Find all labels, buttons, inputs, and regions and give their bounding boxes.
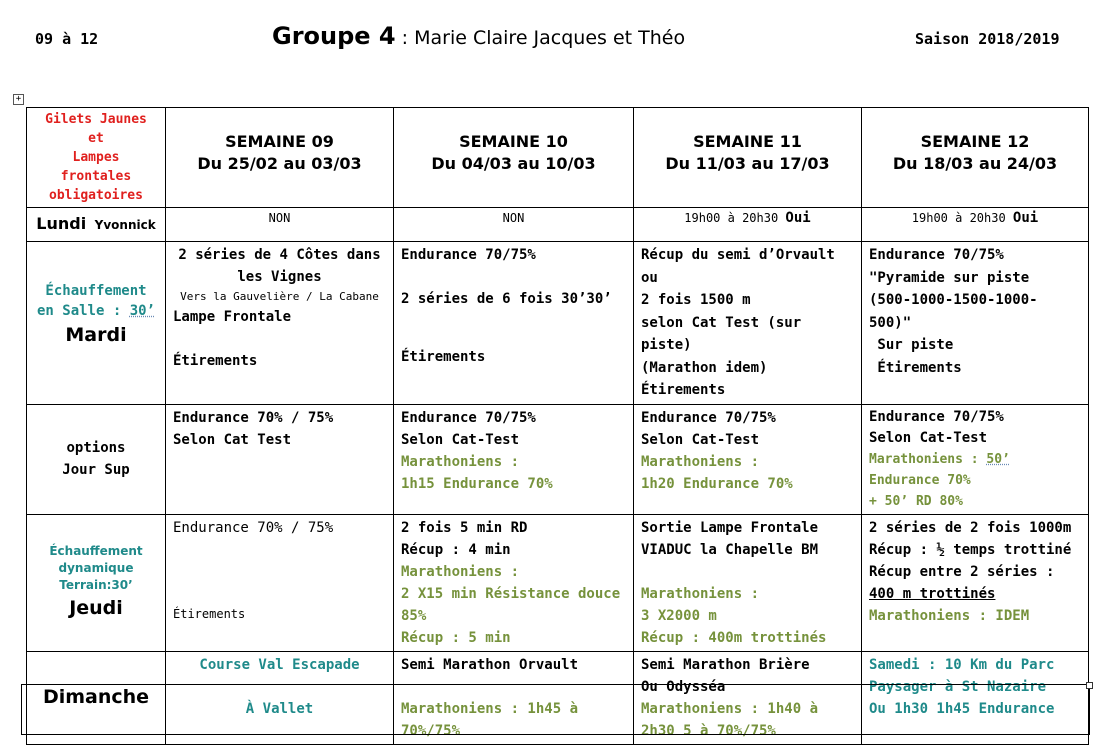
training-table [26, 107, 1089, 745]
resize-handle-icon[interactable] [1086, 682, 1093, 689]
mardi-w10: Endurance 70/75% 2 séries de 6 fois 30’30’ Étirements [394, 242, 634, 405]
table-move-handle-icon[interactable]: + [13, 94, 24, 105]
week-09-header: SEMAINE 09 Du 25/02 au 03/03 [166, 108, 394, 208]
options-w11: Endurance 70/75% Selon Cat-Test Marathoniens : 1h20 Endurance 70% [634, 404, 862, 514]
group-members: : Marie Claire Jacques et Théo [395, 27, 686, 49]
jeudi-w12: 2 séries de 2 fois 1000m Récup : ½ temps trottiné Récup entre 2 séries : 400 m trottinés Marathoniens : IDEM [862, 514, 1089, 651]
day-jeudi: Échauffement dynamique Terrain:30’ Jeudi [27, 514, 166, 651]
group-title: Groupe 4 [272, 22, 396, 50]
jeudi-w11: Sortie Lampe Frontale VIADUC la Chapelle BM Marathoniens : 3 X2000 m Récup : 400m trottinés [634, 514, 862, 651]
day-dimanche: Dimanche [27, 651, 166, 744]
page-header [0, 0, 1105, 80]
corner-cell: Gilets Jaunes et Lampes frontales obligatoires [27, 108, 166, 208]
dimanche-w09: Course Val Escapade À Vallet [166, 651, 394, 744]
row-mardi [27, 242, 1089, 405]
day-lundi: Lundi Yvonnick [27, 208, 166, 242]
options-w09: Endurance 70% / 75% Selon Cat Test [166, 404, 394, 514]
options-w10: Endurance 70/75% Selon Cat-Test Marathoniens : 1h15 Endurance 70% [394, 404, 634, 514]
week-11-header: SEMAINE 11 Du 11/03 au 17/03 [634, 108, 862, 208]
lundi-w12: 19h00 à 20h30 Oui [862, 208, 1089, 242]
mardi-w09: 2 séries de 4 Côtes dans les Vignes Vers la Gauvelière / La Cabane Lampe Frontale Étirements [166, 242, 394, 405]
lundi-w09: NON [166, 208, 394, 242]
day-mardi: Échauffement en Salle : 30’ Mardi [27, 242, 166, 405]
row-lundi [27, 208, 1089, 242]
week-10-header: SEMAINE 10 Du 04/03 au 10/03 [394, 108, 634, 208]
jeudi-w09: Endurance 70% / 75% Étirements [166, 514, 394, 651]
dimanche-w12: Samedi : 10 Km du Parc Paysager à St Nazaire Ou 1h30 1h45 Endurance [862, 651, 1089, 744]
weeks-range: 09 à 12 [35, 30, 99, 48]
mardi-w11: Récup du semi d’Orvault ou 2 fois 1500 m selon Cat Test (sur piste) (Marathon idem) Étirements [634, 242, 862, 405]
jeudi-w10: 2 fois 5 min RD Récup : 4 min Marathoniens : 2 X15 min Résistance douce 85% Récup : 5 min [394, 514, 634, 651]
page-title [272, 22, 685, 50]
day-options: options Jour Sup [27, 404, 166, 514]
options-w12: Endurance 70/75% Selon Cat-Test Marathoniens : 50’ Endurance 70% + 50’ RD 80% [862, 404, 1089, 514]
dimanche-w11: Semi Marathon Brière Ou Odysséa Marathoniens : 1h40 à 2h30 5 à 70%/75% [634, 651, 862, 744]
season-label: Saison 2018/2019 [915, 30, 1060, 48]
row-jeudi [27, 514, 1089, 651]
empty-text-box[interactable] [21, 684, 1090, 735]
lundi-w11: 19h00 à 20h30 Oui [634, 208, 862, 242]
lundi-w10: NON [394, 208, 634, 242]
mardi-w12: Endurance 70/75% "Pyramide sur piste (500-1000-1500-1000- 500)" Sur piste Étirements [862, 242, 1089, 405]
row-options [27, 404, 1089, 514]
week-12-header: SEMAINE 12 Du 18/03 au 24/03 [862, 108, 1089, 208]
header-row [27, 108, 1089, 208]
dimanche-w10: Semi Marathon Orvault Marathoniens : 1h45 à 70%/75% [394, 651, 634, 744]
